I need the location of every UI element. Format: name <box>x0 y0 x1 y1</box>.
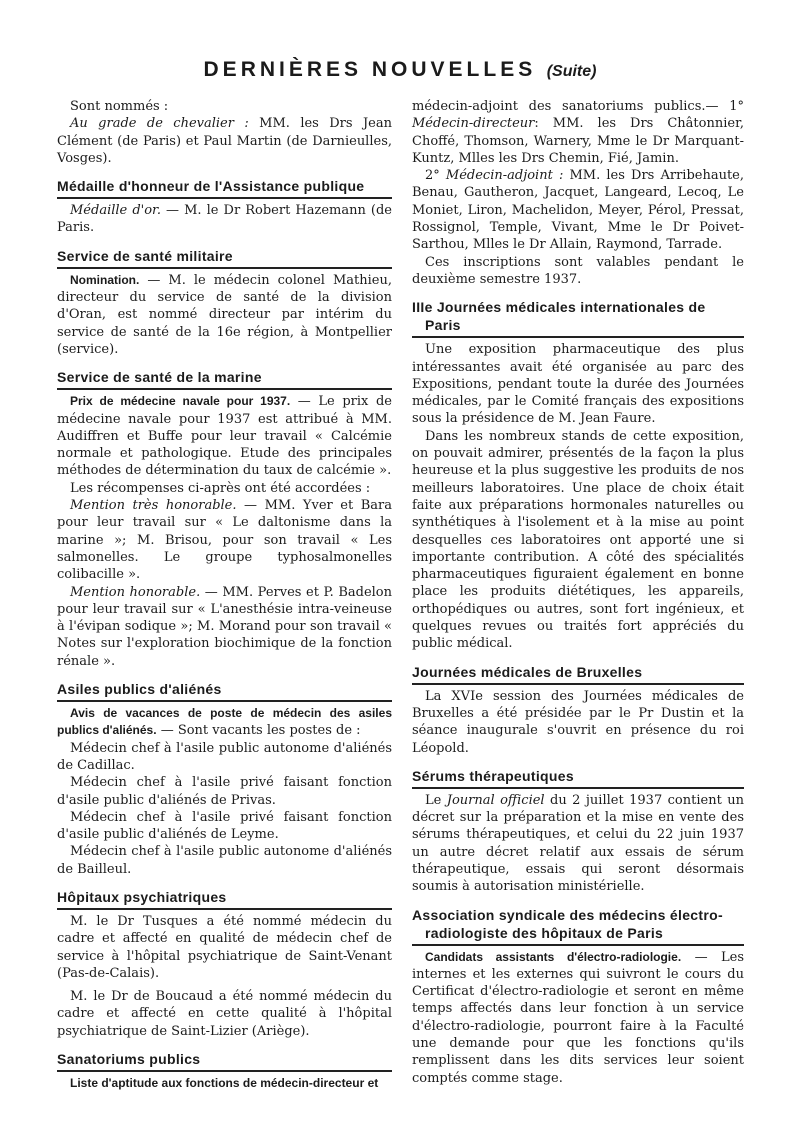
section-heading-hopitaux: Hôpitaux psychiatriques <box>57 888 392 910</box>
association-paragraph <box>412 949 744 1087</box>
sante-marine-paragraph <box>57 393 392 479</box>
medaille-label: Médaille d'or. <box>70 203 161 219</box>
sanatoriums-cont-paragraph-2 <box>412 167 744 253</box>
hopitaux-paragraph-2: M. le Dr de Boucaud a été nommé médecin du cadre et affecté en cette qualité à l'hôpital psychiatrique de Saint-Lizier (Ariège). <box>57 989 392 1039</box>
sana-p1-label: Médecin-directeur <box>412 116 535 132</box>
list-item: Médecin chef à l'asile privé faisant fonction d'asile public d'aliénés de Privas. <box>57 775 392 808</box>
asiles-text: — Sont vacants les postes de : <box>156 723 361 739</box>
sanatoriums-paragraph <box>57 1075 392 1092</box>
section-heading-medaille: Médaille d'honneur de l'Assistance publique <box>57 177 392 199</box>
mention-tres-honorable <box>57 497 392 583</box>
sanatoriums-cont-paragraph-1 <box>412 98 744 167</box>
page-title <box>0 58 800 82</box>
association-text: — Les internes et les externes qui suivront le cours du Certificat d'électro-radiologie et seront en même temps affectés dans leur fonction à un service d'électro-radiologie, pourront faire à la Faculté une demande pour que les fonctions qu'ils remplissent dans les dits services leur soient comptés comme stage. <box>412 949 744 1086</box>
serums-paragraph <box>412 792 744 896</box>
sana-p1-text: : MM. les Drs Châtonnier, Choffé, Thomson, Warnery, Mme le Dr Marquant-Kuntz, Mlles les Drs Chemin, Fié, Jamin. <box>412 116 744 166</box>
list-item: Médecin chef à l'asile privé faisant fonction d'asile public d'aliénés de Leyme. <box>57 809 392 843</box>
medaille-paragraph <box>57 202 392 237</box>
sanatoriums-lead: Liste d'aptitude aux fonctions de médecin-directeur et <box>70 1076 379 1091</box>
sante-marine-text: — Le prix de médecine navale pour 1937 est attribué à MM. Audiffren et Buffe pour leur travail « Calcémie normale et pathologique. Etude des principales méthodes de détermination du taux de calcémie ». <box>57 394 392 479</box>
page-title-text: DERNIÈRES NOUVELLES <box>203 58 537 81</box>
sana-p2-text: MM. les Drs Arribehaute, Benau, Gautheron, Jacquet, Langeard, Lecoq, Le Moniet, Liron, Machelidon, Meyer, Pérol, Pressat, Rossignol, Temple, Vivant, Mme le Dr Poivet-Sarthou, Mlles le Dr Allain, Raymond, Tarrade. <box>412 168 745 253</box>
mention1-text: — MM. Yver et Bara pour leur travail sur « Le daltonisme dans la marine »; M. Brisou, pour son travail « Les salmonelles. Le groupe typhosalmonelles colibacille ». <box>57 498 392 583</box>
chevalier-label: Au grade de chevalier : <box>70 116 249 132</box>
list-item: Médecin chef à l'asile public autonome d'aliénés de Cadillac. <box>57 740 392 773</box>
sana-p2-pre: 2° <box>425 168 446 184</box>
sante-militaire-paragraph <box>57 272 392 358</box>
list-item: Médecin chef à l'asile public autonome d'aliénés de Bailleul. <box>57 844 392 877</box>
sana-p2-label: Médecin-adjoint : <box>445 168 564 184</box>
association-lead: Candidats assistants d'électro-radiologie. <box>425 949 682 964</box>
serums-text: du 2 juillet 1937 contient un décret sur la préparation et la mise en vente des sérums thérapeutiques, et celui du 22 juin 1937 un autre décret relatif aux essais de sérum thérapeutique, essais qui seront désormais soumis à autorisation ministérielle. <box>412 792 744 895</box>
section-heading-bruxelles: Journées médicales de Bruxelles <box>412 663 744 685</box>
serums-pre: Le <box>425 792 447 808</box>
right-column <box>412 98 744 1087</box>
journees-paris-paragraph-2: Dans les nombreux stands de cette exposition, on pouvait admirer, présentés de la façon la plus heureuse et la plus suggestive les produits de nos meilleurs laboratoires. Une place de choix était faite aux préparations hormonales naturelles ou synthétiques à l'isolement et à la mise au point desquelles ces laboratoires ont apporté une si importante contribution. A côté des spécialités pharmaceutiques figuraient également en bonne place les produits diététiques, les appareils, orthopédiques ou autres, sont fort ingénieux, et quelques revues ou traités fort appréciés du public médical. <box>412 428 744 652</box>
page-title-suite: (Suite) <box>546 63 597 80</box>
section-heading-asiles: Asiles publics d'aliénés <box>57 680 392 702</box>
journees-paris-paragraph-1: Une exposition pharmaceutique des plus intéressantes avait été organisée au parc des Expositions, pendant toute la durée des Journées médicales, par le Comité français des expositions sous la présidence de M. Jean Faure. <box>412 342 744 427</box>
serums-label: Journal officiel <box>446 792 545 808</box>
mention1-label: Mention très honorable. <box>70 498 237 514</box>
mention2-label: Mention honorable. <box>70 584 201 600</box>
mention-honorable <box>57 584 392 670</box>
association-heading-line1: Association syndicale des médecins électro- <box>412 906 723 923</box>
section-heading-journees-paris <box>412 298 744 338</box>
sante-marine-lead: Prix de médecine navale pour 1937. <box>70 394 291 409</box>
medaille-text: — M. le Dr Robert Hazemann (de Paris. <box>57 203 392 236</box>
mention2-text: — MM. Perves et P. Badelon pour leur travail sur « L'anesthésie intra-veineuse à l'évipan sodique »; M. Morand pour son travail « Notes sur l'exploration biochimique de la fonction rénale ». <box>57 584 392 669</box>
journees-paris-heading-line2: Paris <box>425 317 461 334</box>
sanatoriums-cont-paragraph-3: Ces inscriptions sont valables pendant le deuxième semestre 1937. <box>412 254 744 287</box>
chevalier-paragraph <box>57 115 392 167</box>
section-heading-sante-militaire: Service de santé militaire <box>57 247 392 269</box>
sante-militaire-lead: Nomination. <box>70 272 140 287</box>
journees-paris-heading-line1: IIIe Journées médicales internationales de <box>412 299 706 316</box>
section-heading-serums: Sérums thérapeutiques <box>412 767 744 789</box>
hopitaux-paragraph-1: M. le Dr Tusques a été nommé médecin du cadre et affecté en qualité de médecin chef de service à l'hôpital psychiatrique de Saint-Venant (Pas-de-Calais). <box>57 913 392 981</box>
section-heading-sanatoriums: Sanatoriums publics <box>57 1050 392 1072</box>
asiles-lead: Avis de vacances de poste de médecin des asiles publics d'aliénés. <box>57 706 392 738</box>
chevalier-text: MM. les Drs Jean Clément (de Paris) et Paul Martin (de Darnieulles, Vosges). <box>57 116 392 166</box>
bruxelles-paragraph: La XVIe session des Journées médicales de Bruxelles a été présidée par le Pr Dustin et la séance inaugurale s'ouvrit en présence du roi Léopold. <box>412 688 744 756</box>
section-heading-association <box>412 906 744 946</box>
nommes-intro: Sont nommés : <box>70 99 169 114</box>
sante-militaire-text: — M. le médecin colonel Mathieu, directeur du service de santé de la division d'Oran, est nommé directeur par intérim du service de santé de la 16e région, à Montpellier (service). <box>57 272 392 357</box>
asiles-paragraph <box>57 705 392 740</box>
sana-p1-pre: médecin-adjoint des sanatoriums publics.— 1° <box>412 99 744 114</box>
section-heading-sante-marine: Service de santé de la marine <box>57 368 392 390</box>
left-column <box>57 98 392 1092</box>
association-heading-line2: radiologiste des hôpitaux de Paris <box>425 924 664 941</box>
sante-marine-recompenses: Les récompenses ci-après ont été accordées : <box>70 480 371 496</box>
